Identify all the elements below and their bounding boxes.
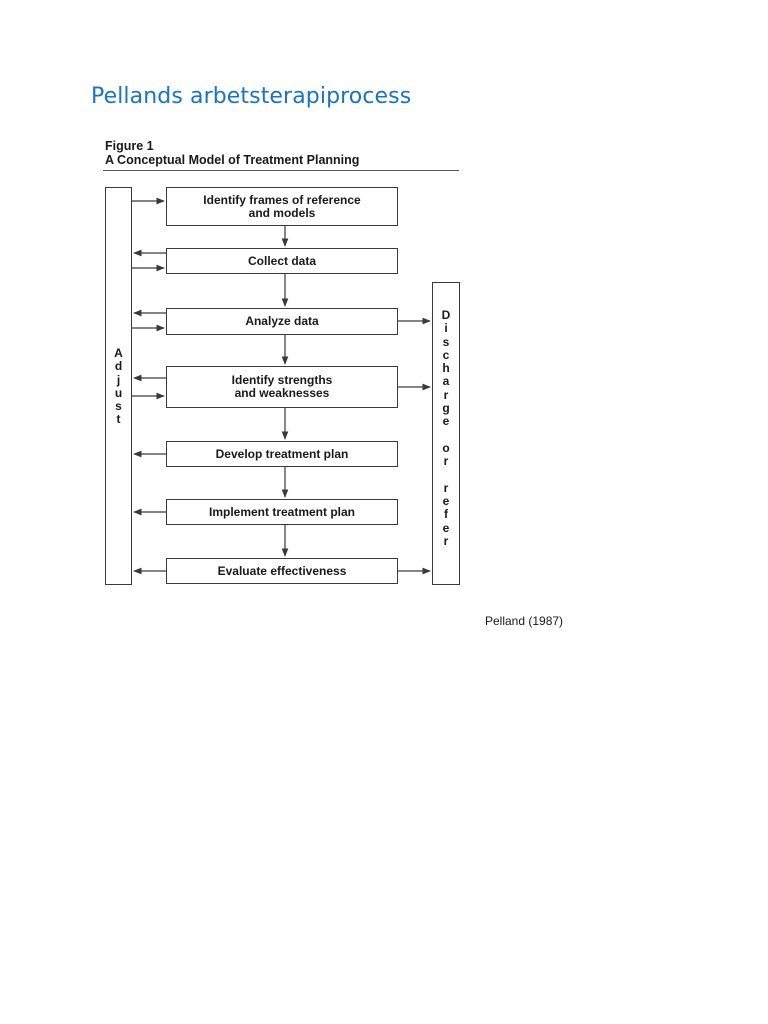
adjust-label: A d j u s t (114, 346, 123, 427)
step-label: Develop treatment plan (215, 446, 349, 461)
figure-caption: A Conceptual Model of Treatment Planning (105, 153, 360, 167)
step-label: Evaluate effectiveness (217, 563, 347, 578)
step-label: Collect data (247, 253, 316, 268)
page-title: Pellands arbetsterapiprocess (91, 84, 412, 109)
citation: Pelland (1987) (485, 614, 564, 628)
step-label: Identify frames of reference and models (203, 192, 361, 220)
step-label: Identify strengths and weaknesses (231, 373, 333, 400)
step-label: Implement treatment plan (208, 504, 356, 519)
figure-label: Figure 1 (105, 139, 154, 153)
discharge-label: D i s c h a r g e o r r e f e r (441, 308, 451, 549)
step-label: Analyze data (245, 314, 319, 328)
